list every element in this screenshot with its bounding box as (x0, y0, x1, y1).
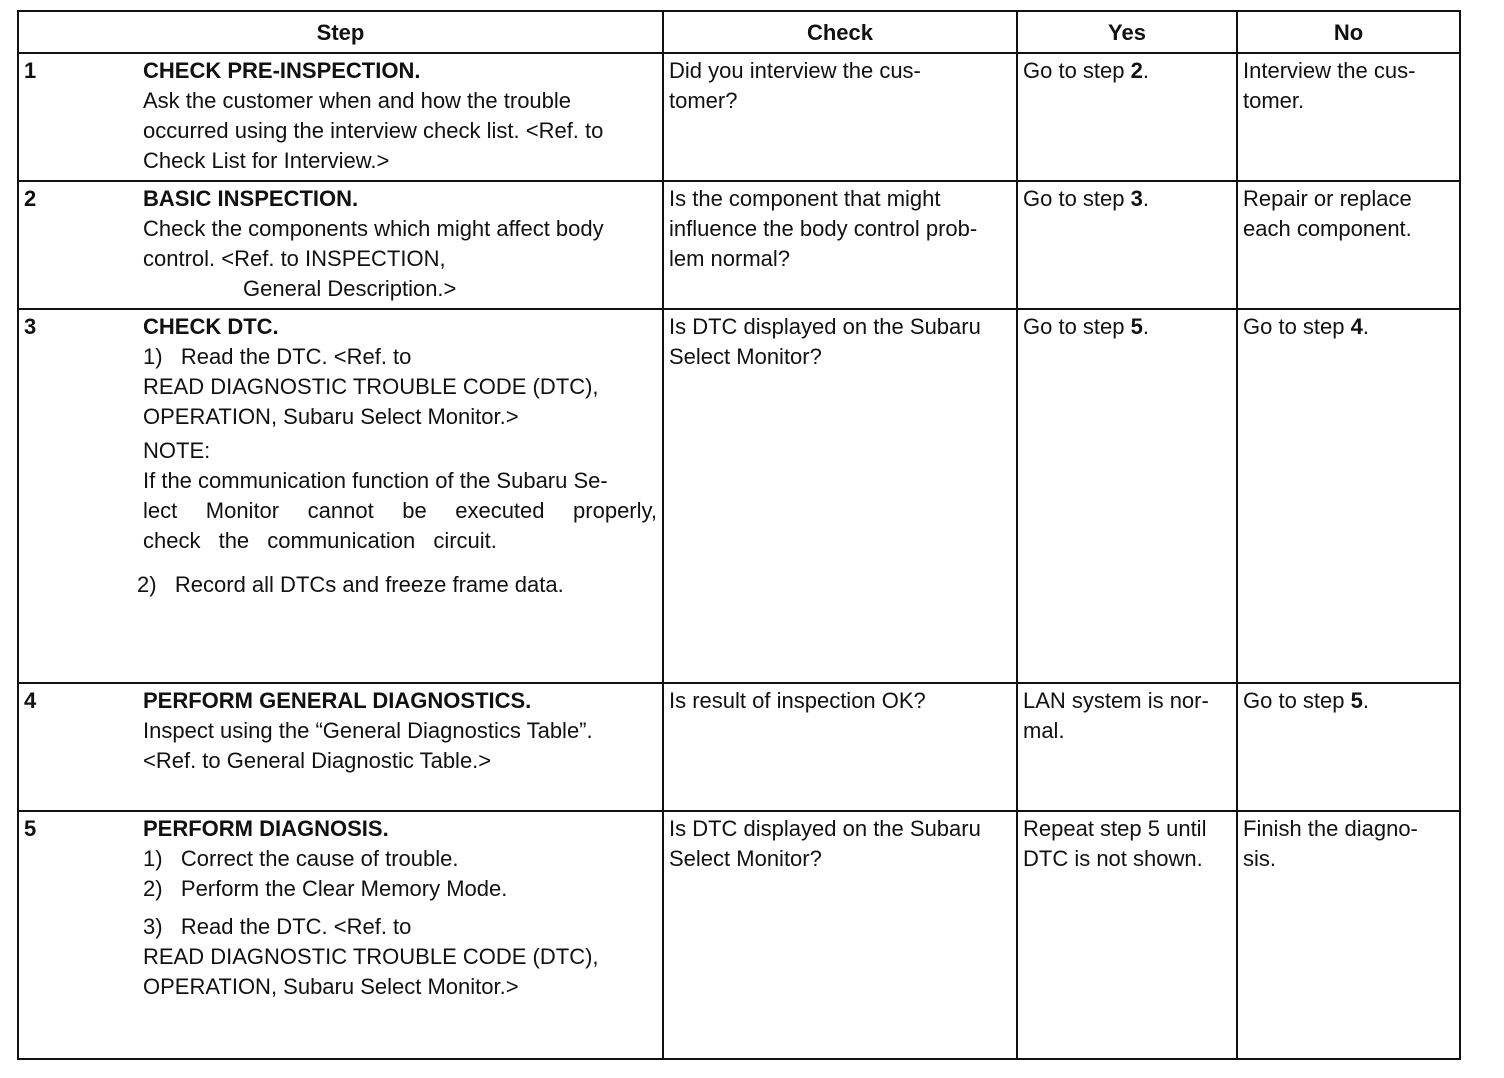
note-text-line: If the communication function of the Subaru Se- (143, 468, 608, 493)
step-description (138, 811, 663, 1059)
yes-suffix: . (1142, 58, 1149, 83)
no-cell (1237, 309, 1460, 683)
step-title: BASIC INSPECTION. (143, 186, 359, 211)
step-text-line: READ DIAGNOSTIC TROUBLE CODE (DTC), (143, 944, 599, 969)
check-text-line: Is result of inspection OK? (669, 688, 926, 713)
no-text-line: tomer. (1243, 88, 1305, 113)
step-number: 3 (18, 309, 138, 683)
note-text-line: check the communication circuit. (143, 528, 497, 553)
yes-suffix: . (1142, 314, 1149, 339)
check-text-line: Select Monitor? (669, 344, 822, 369)
no-text-line: Repair or replace (1243, 186, 1412, 211)
yes-suffix: . (1142, 186, 1149, 211)
step-list-item: 3) Read the DTC. <Ref. to (143, 914, 412, 939)
check-cell (663, 683, 1017, 811)
table-row (18, 309, 1460, 683)
no-text-line: Finish the diagno- (1243, 816, 1418, 841)
step-number: 5 (18, 811, 138, 1059)
step-text-line: <Ref. to General Diagnostic Table.> (143, 748, 492, 773)
header-yes: Yes (1017, 11, 1237, 53)
yes-text-line: mal. (1023, 718, 1065, 743)
yes-step-ref: 3 (1130, 186, 1143, 211)
no-suffix: . (1362, 688, 1369, 713)
step-number: 2 (18, 181, 138, 309)
yes-cell (1017, 811, 1237, 1059)
table-row (18, 683, 1460, 811)
step-description (138, 181, 663, 309)
note-text-line: lect Monitor cannot be executed properly, (143, 498, 657, 523)
step-text-line: Check List for Interview.> (143, 148, 390, 173)
no-text-line: sis. (1243, 846, 1276, 871)
check-text-line: Is the component that might (669, 186, 941, 211)
no-suffix: . (1362, 314, 1369, 339)
yes-cell (1017, 53, 1237, 181)
no-text: Go to step (1243, 314, 1351, 339)
no-text-line: Interview the cus- (1243, 58, 1416, 83)
check-text-line: influence the body control prob- (669, 216, 978, 241)
step-number: 4 (18, 683, 138, 811)
header-step: Step (18, 11, 663, 53)
no-cell (1237, 683, 1460, 811)
no-step-ref: 5 (1350, 688, 1363, 713)
no-cell (1237, 181, 1460, 309)
no-text-line: each component. (1243, 216, 1412, 241)
no-step-ref: 4 (1350, 314, 1363, 339)
step-description (138, 53, 663, 181)
step-text-line: control. <Ref. to INSPECTION, (143, 246, 446, 271)
header-row (18, 11, 1460, 53)
step-title: PERFORM GENERAL DIAGNOSTICS. (143, 688, 532, 713)
no-cell (1237, 811, 1460, 1059)
yes-text-line: Repeat step 5 until (1023, 816, 1207, 841)
check-text-line: Is DTC displayed on the Subaru (669, 314, 981, 339)
step-description (138, 309, 663, 683)
check-text-line: tomer? (669, 88, 738, 113)
check-text-line: Is DTC displayed on the Subaru (669, 816, 981, 841)
table-row (18, 181, 1460, 309)
step-text-line: General Description.> (243, 276, 457, 301)
no-cell (1237, 53, 1460, 181)
yes-cell (1017, 309, 1237, 683)
check-text-line: lem normal? (669, 246, 791, 271)
note-label: NOTE: (143, 438, 211, 463)
yes-text: Go to step (1023, 58, 1131, 83)
diagnostic-table (17, 10, 1461, 1060)
step-list-item: 1) Correct the cause of trouble. (143, 846, 459, 871)
check-text-line: Did you interview the cus- (669, 58, 921, 83)
step-list-item: 2) Record all DTCs and freeze frame data. (137, 572, 564, 597)
step-text-line: occurred using the interview check list. <Ref. to (143, 118, 604, 143)
step-text-line: OPERATION, Subaru Select Monitor.> (143, 404, 519, 429)
step-list-item: 2) Perform the Clear Memory Mode. (143, 876, 508, 901)
check-cell (663, 309, 1017, 683)
yes-text-line: LAN system is nor- (1023, 688, 1209, 713)
step-text-line: OPERATION, Subaru Select Monitor.> (143, 974, 519, 999)
yes-cell (1017, 181, 1237, 309)
step-title: CHECK PRE-INSPECTION. (143, 58, 421, 83)
check-cell (663, 181, 1017, 309)
yes-cell (1017, 683, 1237, 811)
table-row (18, 811, 1460, 1059)
step-text-line: Check the components which might affect body (143, 216, 604, 241)
step-text-line: Inspect using the “General Diagnostics Table”. (143, 718, 593, 743)
check-cell (663, 53, 1017, 181)
step-title: PERFORM DIAGNOSIS. (143, 816, 389, 841)
step-text-line: READ DIAGNOSTIC TROUBLE CODE (DTC), (143, 374, 599, 399)
table-row (18, 53, 1460, 181)
yes-step-ref: 5 (1130, 314, 1143, 339)
check-cell (663, 811, 1017, 1059)
step-list-item: 1) Read the DTC. <Ref. to (143, 344, 412, 369)
no-text: Go to step (1243, 688, 1351, 713)
step-description (138, 683, 663, 811)
yes-text-line: DTC is not shown. (1023, 846, 1203, 871)
header-check: Check (663, 11, 1017, 53)
step-text-line: Ask the customer when and how the trouble (143, 88, 572, 113)
step-title: CHECK DTC. (143, 314, 279, 339)
header-no: No (1237, 11, 1460, 53)
yes-text: Go to step (1023, 186, 1131, 211)
step-number: 1 (18, 53, 138, 181)
yes-text: Go to step (1023, 314, 1131, 339)
yes-step-ref: 2 (1130, 58, 1143, 83)
check-text-line: Select Monitor? (669, 846, 822, 871)
